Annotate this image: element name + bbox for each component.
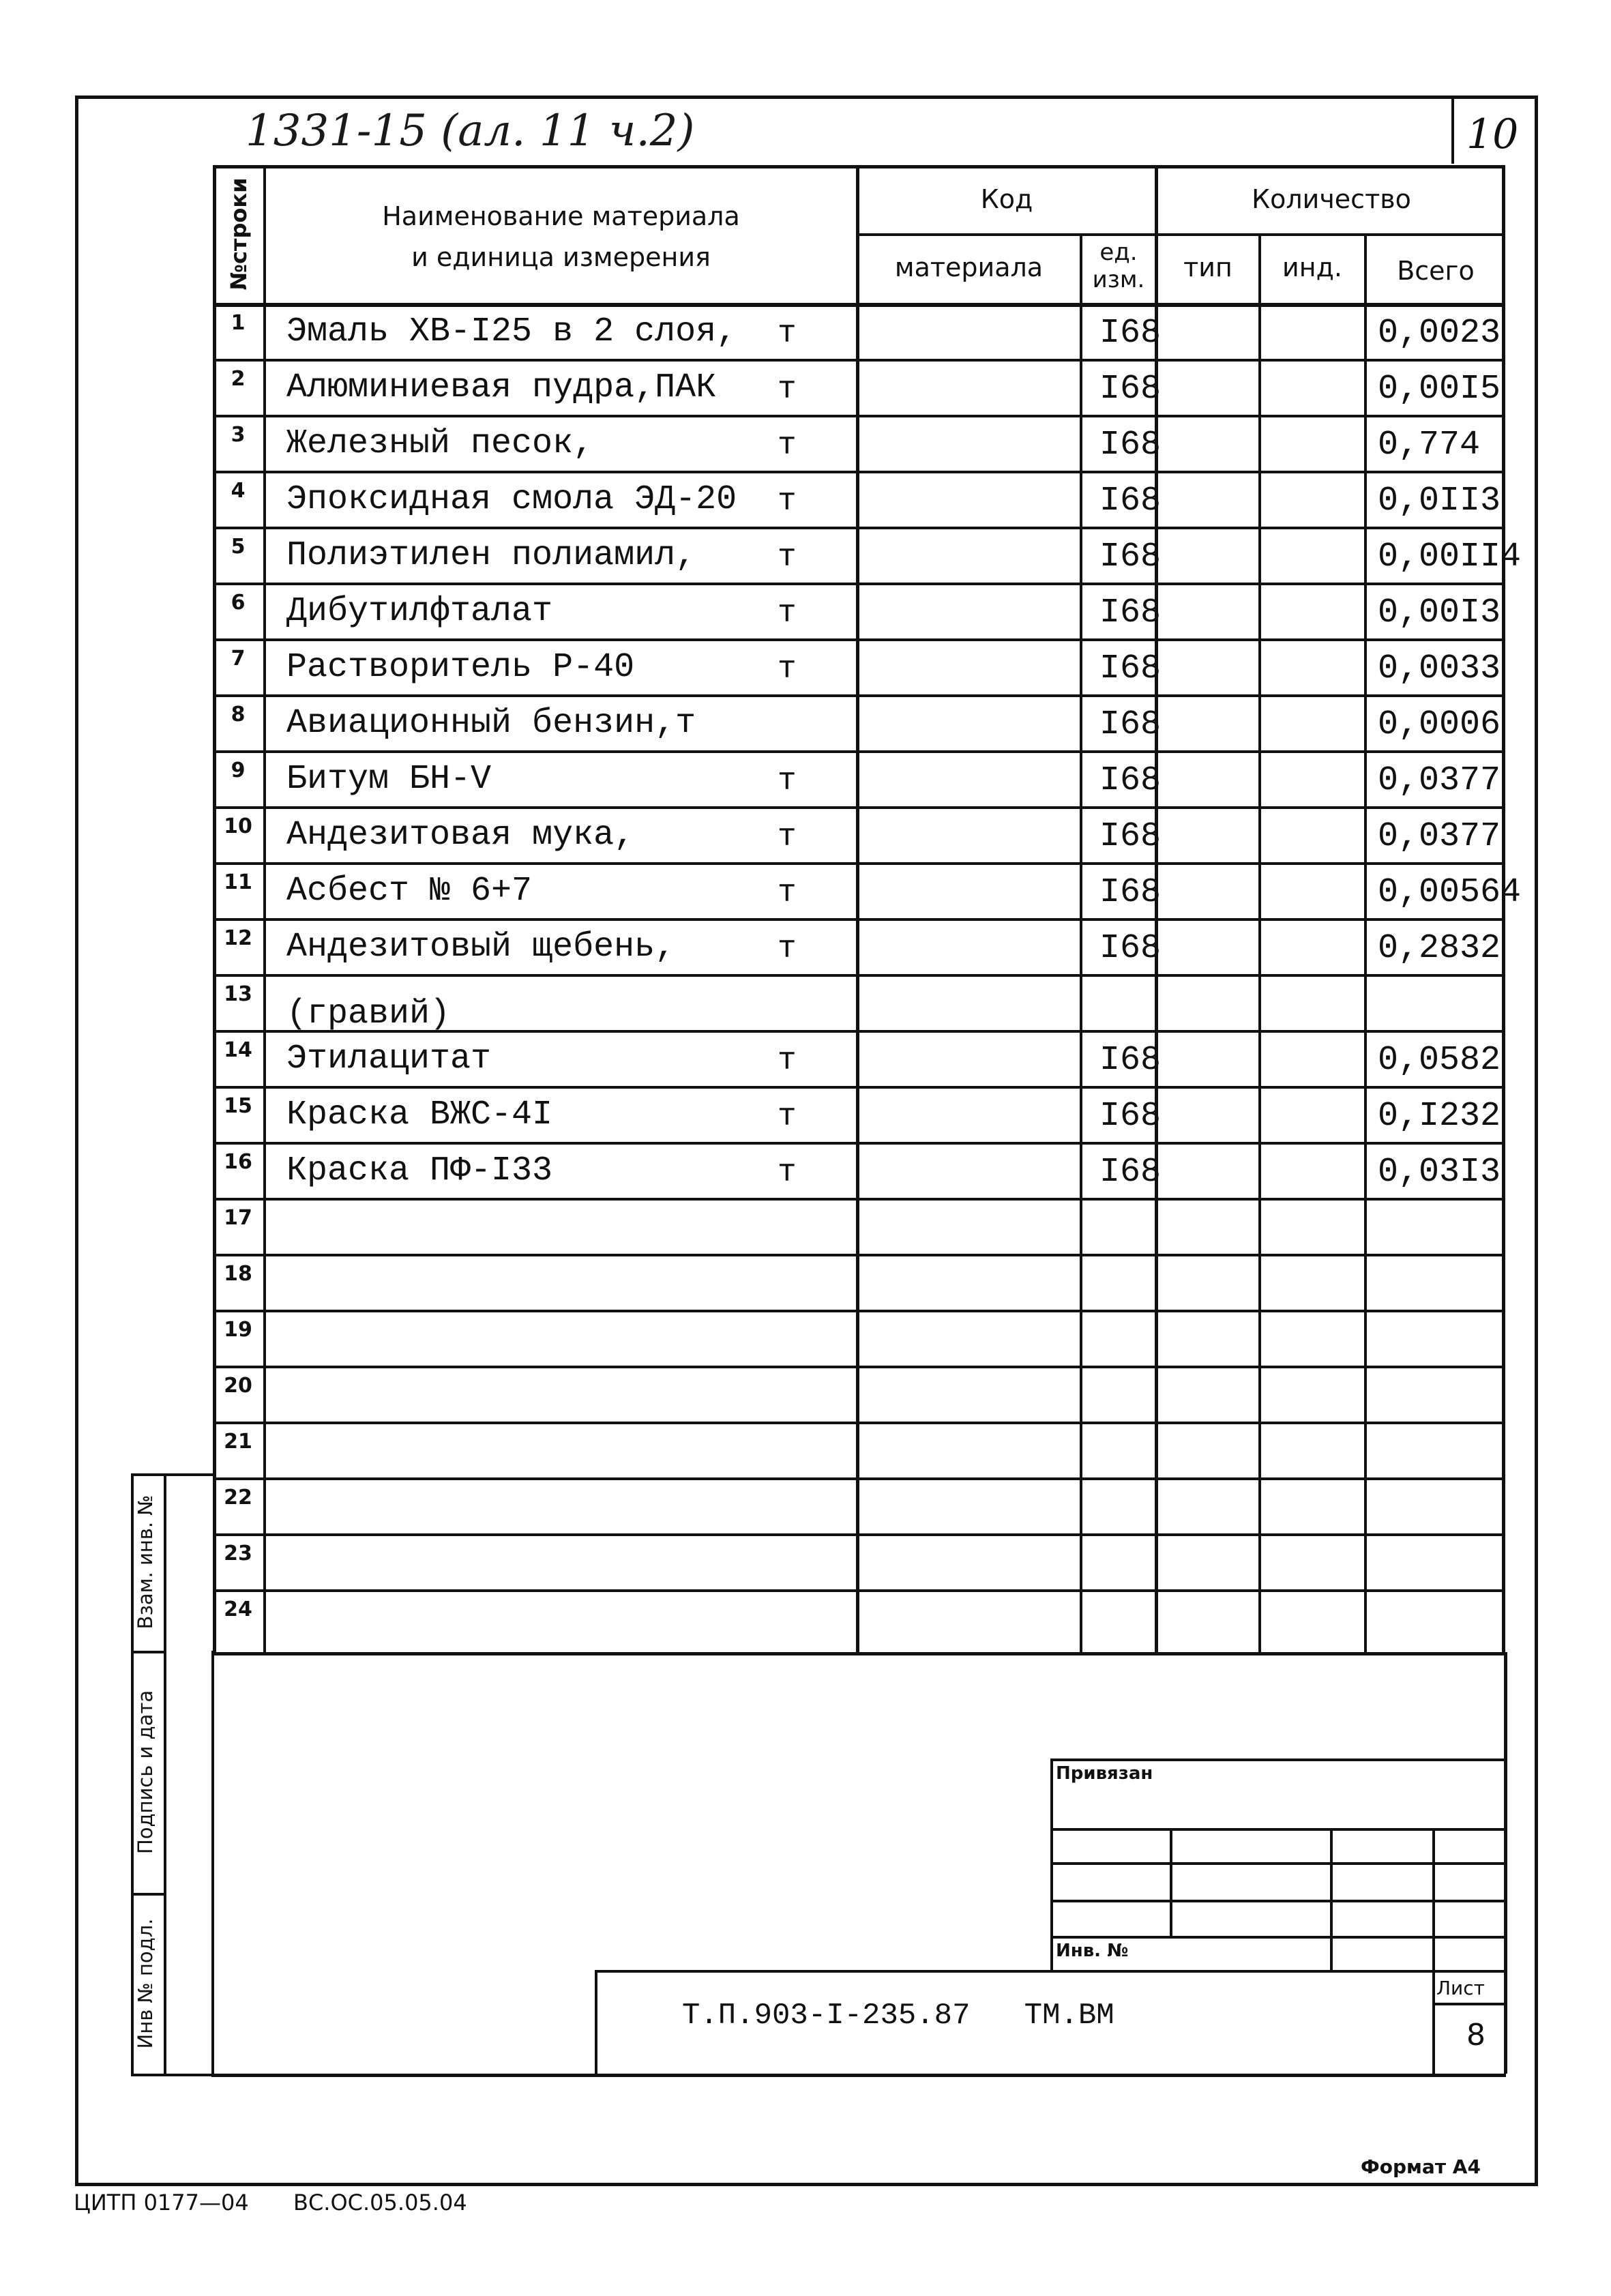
table-row — [213, 1086, 1505, 1142]
handwritten-code: 1331-15 (ал. 11 ч.2) — [246, 106, 695, 156]
attached-line-3 — [1050, 1900, 1505, 1902]
name-header-line-2: и единица измерения — [411, 242, 711, 272]
table-row — [213, 303, 1505, 359]
row-number: 4 — [231, 479, 246, 503]
quantity-total: 0,I232 — [1378, 1097, 1501, 1136]
material-unit: т — [778, 875, 797, 911]
material-name: Асбест № 6+7 — [286, 872, 533, 911]
material-unit: т — [778, 819, 797, 855]
row-number: 20 — [224, 1374, 252, 1398]
inv-no-label: Инв. № — [1056, 1941, 1129, 1961]
unit-code: I68 — [1099, 314, 1161, 353]
row-number: 6 — [231, 591, 246, 615]
material-name: Алюминиевая пудра,ПАК — [286, 368, 717, 407]
sheet-number: 8 — [1466, 2018, 1486, 2052]
material-name: Краска ПФ-I33 — [286, 1151, 553, 1190]
quantity-total: 0,774 — [1378, 426, 1481, 465]
unit-code: I68 — [1099, 426, 1161, 465]
table-row — [213, 527, 1522, 583]
table-row — [213, 1030, 1505, 1086]
row-number: 11 — [224, 870, 252, 894]
quantity-total: 0,00I3 — [1378, 593, 1501, 632]
row-number: 13 — [224, 982, 252, 1006]
row-number: 21 — [224, 1430, 252, 1454]
quantity-total: 0,0033 — [1378, 649, 1501, 688]
row-number: 1 — [231, 311, 246, 335]
code-unit-header-2: изм. — [1092, 266, 1145, 293]
table-row — [213, 694, 1505, 750]
quantity-total: 0,03I3 — [1378, 1153, 1501, 1192]
material-name: Дибутилфталат — [286, 592, 553, 631]
unit-code: I68 — [1099, 705, 1161, 744]
material-name: (гравий) — [286, 995, 451, 1033]
code-material-header: материала — [894, 252, 1044, 282]
sheet-label-line — [1432, 2003, 1505, 2005]
unit-code: I68 — [1099, 538, 1161, 576]
table-row — [213, 583, 1505, 638]
document-designation: Т.П.903-I-235.87 ТМ.ВМ — [682, 1999, 1114, 2033]
attached-col-3 — [1432, 1828, 1435, 1970]
table-row — [213, 471, 1505, 527]
quantity-total: 0,2832 — [1378, 929, 1501, 968]
table-row — [213, 1477, 1505, 1533]
drawing-bottom-line — [211, 2074, 1506, 2077]
material-unit: т — [778, 428, 797, 463]
material-unit: т — [778, 1099, 797, 1134]
table-row — [213, 638, 1505, 694]
footer-code: ВС.ОС.05.05.04 — [293, 2190, 467, 2216]
code-header: Код — [980, 184, 1033, 214]
row-number-header-label: №строки — [226, 177, 252, 291]
material-name: Железный песок, — [286, 424, 594, 463]
attached-line-2 — [1050, 1862, 1505, 1865]
unit-code: I68 — [1099, 873, 1161, 912]
table-row — [213, 359, 1505, 415]
row-number: 23 — [224, 1542, 252, 1565]
stamp-inv-orig: Инв № подл. — [134, 1918, 157, 2049]
row-number: 10 — [224, 814, 252, 838]
stamp-sign-date: Подпись и дата — [134, 1690, 157, 1855]
attached-line-1 — [1050, 1828, 1505, 1831]
material-unit: т — [778, 484, 797, 519]
attached-label: Привязан — [1056, 1763, 1153, 1784]
row-number: 9 — [231, 759, 246, 782]
table-row — [213, 750, 1505, 806]
material-unit: т — [778, 595, 797, 631]
side-stamp-line-inner — [164, 1473, 166, 2074]
material-name: Краска ВЖС-4I — [286, 1095, 553, 1134]
material-unit: т — [778, 763, 797, 799]
table-row — [213, 1198, 1505, 1254]
sheet-col-line — [1432, 1970, 1435, 2074]
table-row — [213, 974, 1505, 1033]
table-row — [213, 918, 1505, 974]
unit-code: I68 — [1099, 482, 1161, 520]
unit-code: I68 — [1099, 1153, 1161, 1192]
format-label: Формат А4 — [1361, 2155, 1481, 2178]
unit-code: I68 — [1099, 1097, 1161, 1136]
unit-code: I68 — [1099, 649, 1161, 688]
material-unit: т — [778, 1043, 797, 1078]
qty-total-header: Всего — [1397, 256, 1475, 286]
quantity-total: 0,0023 — [1378, 314, 1501, 353]
row-number: 12 — [224, 926, 252, 950]
row-number: 18 — [224, 1262, 252, 1286]
quantity-total: 0,0II3 — [1378, 482, 1501, 520]
stamp-replace-inv: Взам. инв. № — [134, 1495, 157, 1630]
unit-code: I68 — [1099, 817, 1161, 856]
material-unit: т — [778, 1155, 797, 1190]
side-stamp-bottom — [131, 2074, 211, 2076]
quantity-total: 0,0582 — [1378, 1041, 1501, 1080]
material-name: Андезитовый щебень, — [286, 928, 676, 967]
table-row — [213, 1142, 1505, 1198]
row-number: 5 — [231, 535, 246, 559]
header-subline — [856, 233, 1505, 236]
quantity-total: 0,00564 — [1378, 873, 1522, 912]
quantity-total: 0,00II4 — [1378, 538, 1522, 576]
quantity-header: Количество — [1252, 184, 1411, 214]
material-name: Этилацитат — [286, 1040, 492, 1078]
row-number: 19 — [224, 1318, 252, 1342]
table-row — [213, 415, 1505, 471]
material-unit: т — [778, 316, 797, 351]
left-binding-line — [211, 1651, 214, 2074]
footer-stamp: ЦИТП 0177—04 — [74, 2190, 249, 2216]
table-row — [213, 1254, 1505, 1310]
row-number: 2 — [231, 367, 246, 391]
material-name: Растворитель Р-40 — [286, 648, 635, 687]
material-name: Полиэтилен полиамил, — [286, 536, 696, 575]
material-unit: т — [778, 540, 797, 575]
material-unit: т — [778, 931, 797, 967]
unit-code: I68 — [1099, 370, 1161, 409]
code-unit-header-1: ед. — [1099, 239, 1138, 266]
table-row — [213, 1533, 1505, 1589]
row-number: 24 — [224, 1598, 252, 1621]
table-row — [213, 1422, 1505, 1477]
table-row — [213, 1310, 1505, 1366]
quantity-total: 0,0006 — [1378, 705, 1501, 744]
row-number: 17 — [224, 1206, 252, 1230]
table-row — [213, 1589, 1505, 1645]
table-row — [213, 862, 1522, 918]
material-name: Эпоксидная смола ЭД-20 — [286, 480, 737, 519]
handwritten-page-number: 10 — [1466, 111, 1519, 158]
material-unit: т — [778, 372, 797, 407]
unit-code: I68 — [1099, 761, 1161, 800]
quantity-total: 0,0377 — [1378, 761, 1501, 800]
table-bottom-line — [213, 1652, 1505, 1655]
quantity-total: 0,00I5 — [1378, 370, 1501, 409]
row-number: 15 — [224, 1094, 252, 1118]
name-header-line-1: Наименование материала — [382, 201, 740, 231]
row-number: 16 — [224, 1150, 252, 1174]
attached-col-2 — [1330, 1828, 1333, 1970]
quantity-total: 0,0377 — [1378, 817, 1501, 856]
sheet-label: Лист — [1436, 1977, 1485, 1999]
row-number: 14 — [224, 1038, 252, 1062]
qty-ind-header: инд. — [1282, 252, 1342, 282]
attached-col-1 — [1170, 1828, 1172, 1936]
material-name: Эмаль ХВ-I25 в 2 слоя, — [286, 312, 737, 351]
unit-code: I68 — [1099, 1041, 1161, 1080]
page-number-divider — [1451, 95, 1454, 164]
material-name: Авиационный бензин,т — [286, 704, 696, 743]
table-row — [213, 1366, 1505, 1422]
row-number-header — [213, 165, 263, 303]
row-number: 22 — [224, 1486, 252, 1510]
material-name: Битум БН-V — [286, 760, 492, 799]
row-number: 3 — [231, 423, 246, 447]
attached-line-4 — [1050, 1936, 1505, 1939]
unit-code: I68 — [1099, 929, 1161, 968]
material-name: Андезитовая мука, — [286, 816, 635, 855]
unit-code: I68 — [1099, 593, 1161, 632]
row-number: 8 — [231, 703, 246, 726]
row-number: 7 — [231, 647, 246, 671]
qty-type-header: тип — [1183, 252, 1232, 282]
table-row — [213, 806, 1505, 862]
material-unit: т — [778, 651, 797, 687]
